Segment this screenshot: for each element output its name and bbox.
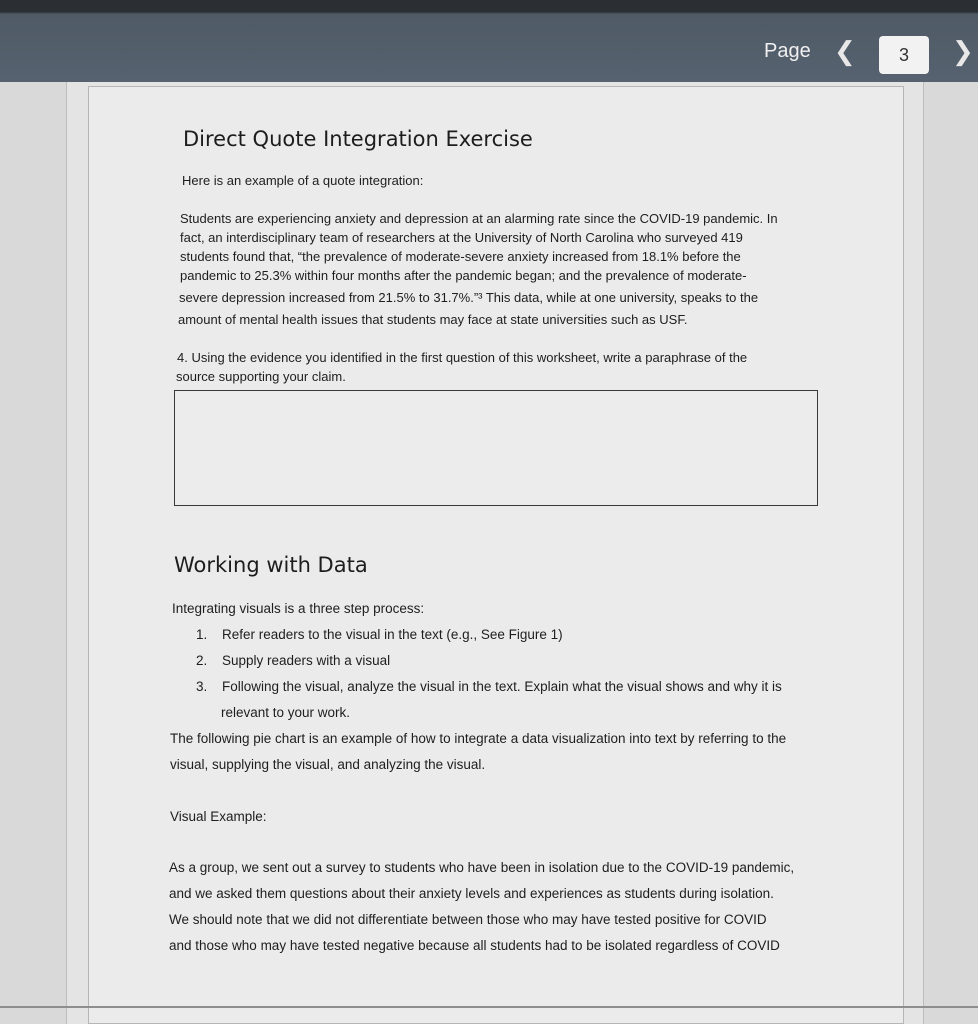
survey-line: We should note that we did not differentiate between those who may have tested positive for COVID <box>169 912 767 927</box>
step-text: Supply readers with a visual <box>222 653 391 668</box>
survey-line: and we asked them questions about their anxiety levels and experiences as students during isolation. <box>169 886 774 901</box>
quote-line: pandemic to 25.3% within four months after the pandemic began; and the prevalence of moderate- <box>180 268 747 283</box>
quote-line: Students are experiencing anxiety and depression at an alarming rate since the COVID-19 pandemic. In <box>180 211 778 226</box>
step-number: 1. <box>196 627 208 642</box>
quote-line: amount of mental health issues that students may face at state universities such as USF. <box>178 312 688 327</box>
question-4-line: source supporting your claim. <box>176 369 346 384</box>
answer-box[interactable] <box>174 390 818 506</box>
bottom-divider <box>0 1006 978 1008</box>
pie-intro-line: The following pie chart is an example of how to integrate a data visualization into text by referring to the <box>170 731 787 746</box>
visual-example-label: Visual Example: <box>170 809 267 824</box>
step-text: Following the visual, analyze the visual in the text. Explain what the visual shows and why it is <box>222 679 782 694</box>
previous-page-icon[interactable]: ❮ <box>834 37 856 67</box>
survey-line: and those who may have tested negative because all students had to be isolated regardless of COVID <box>169 938 780 953</box>
section-title-quote: Direct Quote Integration Exercise <box>183 127 533 151</box>
step-number: 3. <box>196 679 208 694</box>
viewer-toolbar <box>0 0 978 82</box>
question-4-line: 4. Using the evidence you identified in the first question of this worksheet, write a paraphrase of the <box>177 350 748 365</box>
quote-line: severe depression increased from 21.5% to 31.7%.”³ This data, while at one university, speaks to the <box>179 290 759 305</box>
quote-line: fact, an interdisciplinary team of researchers at the University of North Carolina who surveyed 419 <box>180 230 743 245</box>
process-intro: Integrating visuals is a three step process: <box>172 601 425 616</box>
page-number-input[interactable]: 3 <box>879 36 929 74</box>
pie-intro-line: visual, supplying the visual, and analyzing the visual. <box>170 757 486 772</box>
intro-text: Here is an example of a quote integration: <box>182 173 424 188</box>
quote-line: students found that, “the prevalence of moderate-severe anxiety increased from 18.1% before the <box>180 249 741 264</box>
step-number: 2. <box>196 653 208 668</box>
step-text: Refer readers to the visual in the text (e.g., See Figure 1) <box>222 627 563 642</box>
section-title-data: Working with Data <box>174 553 368 577</box>
page-label: Page <box>764 40 811 62</box>
next-page-icon[interactable]: ❯ <box>952 37 974 67</box>
step-text-continued: relevant to your work. <box>221 705 351 720</box>
survey-line: As a group, we sent out a survey to students who have been in isolation due to the COVID-19 pandemic, <box>169 860 795 875</box>
